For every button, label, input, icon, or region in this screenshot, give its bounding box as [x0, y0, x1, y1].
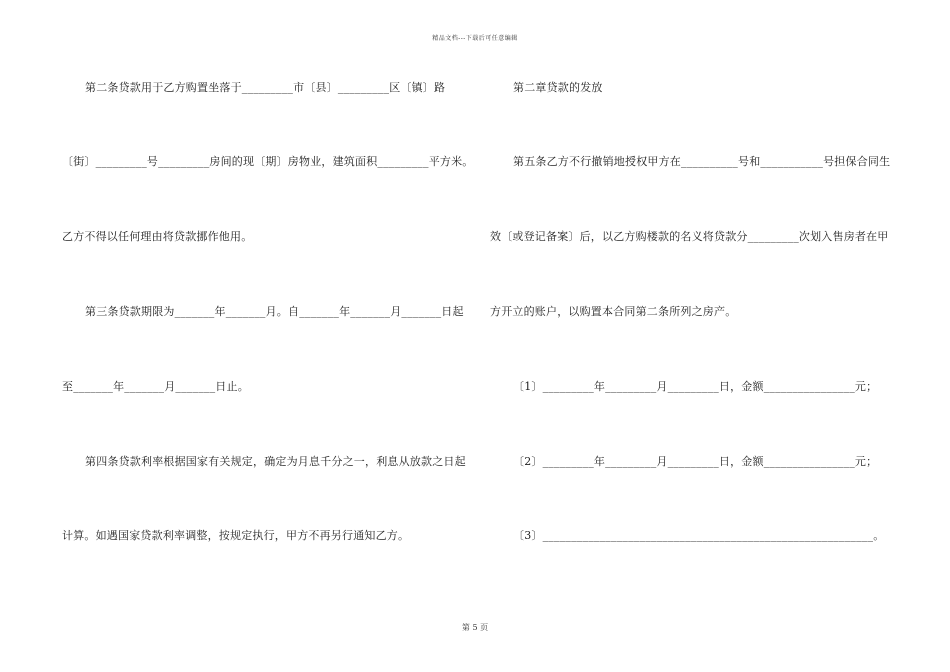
article-3-line-1: 第三条贷款期限为_______年_______月。自_______年_______月_______日起: [85, 305, 464, 318]
page-number: 第 5 页: [461, 623, 489, 632]
page-header: 精品文档---下载后可任意编辑: [432, 35, 518, 42]
chapter-2-title: 第二章贷款的发放: [513, 81, 603, 94]
article-2-line-3: 乙方不得以任何理由将贷款挪作他用。: [62, 230, 253, 243]
article-4-line-1: 第四条贷款利率根据国家有关规定，确定为月息千分之一，利息从放款之日起: [85, 455, 466, 468]
article-5-line-3: 方开立的账户，以购置本合同第二条所列之房产。: [490, 305, 737, 318]
article-5-line-2: 效〔或登记备案〕后，以乙方购楼款的名义将贷款分_________次划入售房者在甲: [490, 230, 889, 243]
article-2-line-1: 第二条贷款用于乙方购置坐落于_________市〔县〕_________区〔镇〕路: [85, 81, 446, 94]
installment-1: 〔1〕_________年_________月_________日，金额________________元；: [513, 380, 878, 393]
article-3-line-2: 至_______年_______月_______日止。: [62, 380, 249, 393]
article-4-line-2: 计算。如遇国家贷款利率调整，按规定执行，甲方不再另行通知乙方。: [62, 529, 410, 542]
article-5-line-1: 第五条乙方不行撤销地授权甲方在__________号和___________号担保合同生: [513, 155, 891, 168]
installment-3: 〔3〕__________________________________________________________。: [513, 529, 885, 542]
installment-2: 〔2〕_________年_________月_________日，金额________________元；: [513, 455, 878, 468]
article-2-line-2: 〔街〕_________号_________房间的现〔期〕房物业，建筑面积_________平方米。: [62, 155, 474, 168]
